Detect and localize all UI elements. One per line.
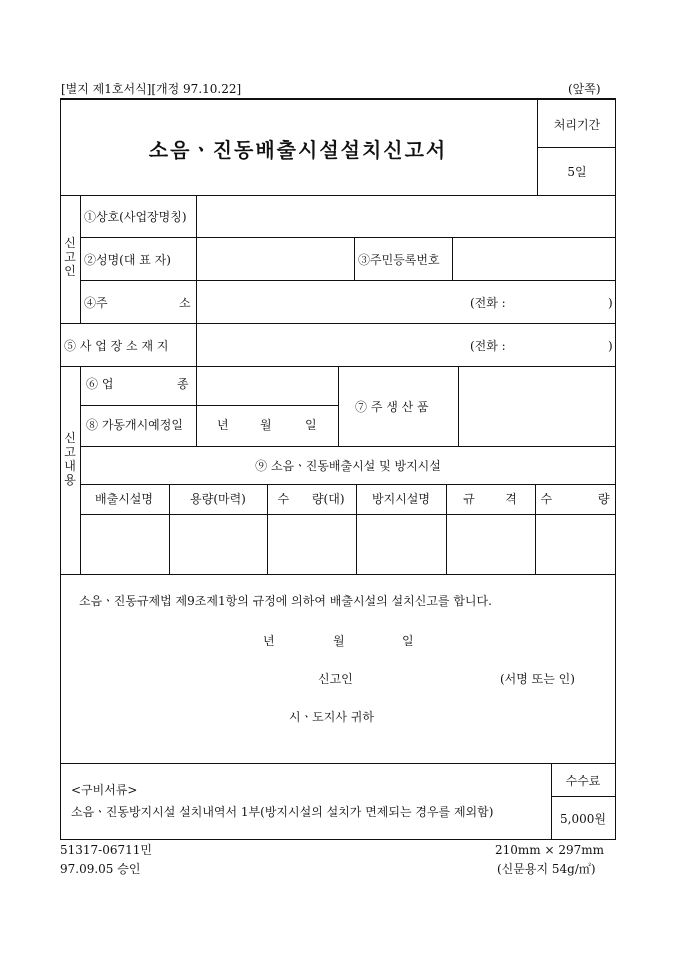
cell-prevention-quantity[interactable]	[536, 515, 615, 573]
cell-prevention-name[interactable]	[357, 515, 446, 573]
col-header-spec: 규 격	[463, 492, 517, 506]
processing-period-label: 처리기간	[553, 118, 601, 132]
col-header-capacity: 용량(마력)	[190, 492, 246, 506]
site-phone-label: (전화 :	[470, 339, 506, 353]
start-date-day[interactable]: 일	[305, 418, 317, 432]
page-side-label: (앞쪽)	[568, 82, 601, 96]
col-header-quantity: 수 량(대)	[277, 492, 345, 506]
main-product-field[interactable]	[459, 367, 615, 446]
content-bottom-line	[60, 574, 616, 575]
site-location-field[interactable]	[197, 324, 615, 366]
industry-field[interactable]	[197, 367, 338, 405]
address-phone-close: )	[608, 296, 613, 310]
cell-capacity[interactable]	[170, 515, 267, 573]
declaration-bottom-line	[60, 763, 616, 764]
bottom-border	[60, 839, 616, 840]
representative-name-label: ②성명(대 표 자)	[84, 253, 171, 267]
site-location-label: ⑤ 사 업 장 소 재 지	[64, 339, 169, 353]
product-divider-left	[338, 366, 339, 447]
site-phone-close: )	[608, 339, 613, 353]
right-border	[615, 98, 616, 840]
address-label-right: 소	[179, 296, 191, 310]
paper-type: (신문용지 54g/㎡)	[497, 862, 596, 876]
signature-note[interactable]: (서명 또는 인)	[500, 672, 575, 686]
paper-size: 210mm × 297mm	[495, 843, 605, 857]
processing-split	[537, 147, 616, 148]
company-name-field[interactable]	[197, 196, 615, 237]
required-document-item: 소음ㆍ진동방지시설 설치내역서 1부(방지시설의 설치가 면제되는 경우를 제외함)	[71, 805, 494, 819]
resident-number-field[interactable]	[453, 238, 615, 280]
required-documents-label: <구비서류>	[71, 783, 138, 797]
left-border	[60, 98, 61, 840]
resident-number-label: ③주민등록번호	[358, 253, 440, 267]
industry-label-right: 종	[177, 377, 189, 391]
declaration-signer-label: 신고인	[318, 672, 353, 686]
approval-date: 97.09.05 승인	[60, 862, 141, 876]
processing-period-value: 5일	[567, 165, 587, 179]
declaration-month[interactable]: 월	[333, 634, 345, 648]
address-label-left: ④주	[84, 296, 108, 310]
addressee: 시ㆍ도지사 귀하	[289, 710, 374, 724]
company-name-label: ①상호(사업장명칭)	[84, 210, 187, 224]
declaration-statement: 소음ㆍ진동규제법 제9조제1항의 규정에 의하여 배출시설의 설치신고를 합니다.	[79, 594, 492, 608]
content-section-label: 신고내용	[64, 431, 76, 487]
fee-divider	[551, 763, 552, 840]
col-header-facility-name: 배출시설명	[95, 492, 153, 506]
address-field[interactable]	[197, 281, 615, 323]
declaration-year[interactable]: 년	[263, 634, 275, 648]
start-date-year[interactable]: 년	[217, 418, 229, 432]
declaration-day[interactable]: 일	[402, 634, 414, 648]
col-header-prevention-name: 방지시설명	[372, 492, 430, 506]
form-title: 소음ㆍ진동배출시설설치신고서	[148, 138, 448, 162]
cell-facility-name[interactable]	[81, 515, 169, 573]
start-date-label: ⑧ 가동개시예정일	[86, 418, 183, 432]
start-date-month[interactable]: 월	[260, 418, 272, 432]
industry-bottom-line	[80, 405, 338, 406]
form-reference: [별지 제1호서식][개정 97.10.22]	[61, 82, 242, 96]
applicant-label-divider	[80, 195, 81, 324]
cell-spec[interactable]	[447, 515, 535, 573]
main-product-label: ⑦ 주 생 산 품	[355, 400, 429, 414]
applicant-section-label: 신고인	[64, 236, 76, 278]
fee-value: 5,000원	[560, 812, 606, 826]
fee-split	[551, 796, 616, 797]
industry-label-left: ⑥ 업	[86, 377, 114, 391]
rrn-divider-left	[354, 237, 355, 281]
form-code: 51317-06711민	[60, 843, 152, 857]
cell-quantity[interactable]	[268, 515, 356, 573]
date-bottom-line	[80, 446, 616, 447]
fee-label: 수수료	[565, 774, 601, 788]
representative-name-field[interactable]	[197, 238, 353, 280]
col-header-prevention-quantity: 수 량	[540, 492, 610, 506]
facilities-title: ⑨ 소음ㆍ진동배출시설 및 방지시설	[255, 459, 441, 473]
address-phone-label: (전화 :	[470, 296, 506, 310]
top-border	[60, 98, 616, 100]
